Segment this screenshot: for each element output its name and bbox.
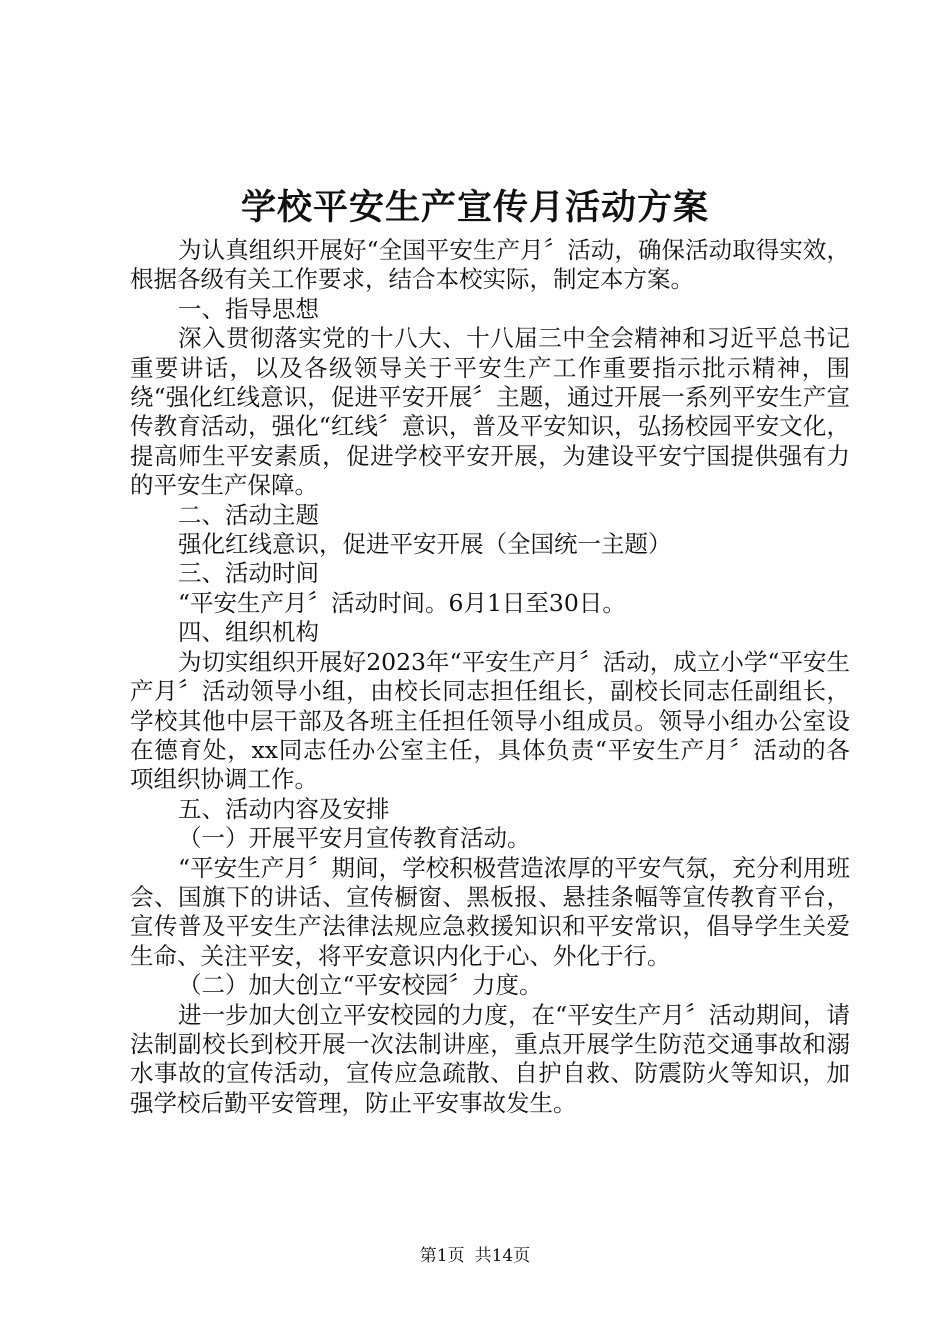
document-body <box>130 236 850 1118</box>
section-heading-content-arrangement: 五、活动内容及安排 <box>178 794 390 823</box>
section-heading-activity-theme: 二、活动主题 <box>178 500 319 529</box>
section-heading-organization: 四、组织机构 <box>178 618 319 647</box>
page-total: 共14页 <box>474 1246 531 1266</box>
activity-theme-paragraph: 强化红线意识，促进平安开展（全国统一主题） <box>178 530 672 559</box>
page-number: 第1页 <box>419 1246 465 1266</box>
document-title: 学校平安生产宣传月活动方案 <box>240 187 709 228</box>
section-heading-guiding-ideology: 一、指导思想 <box>178 294 319 323</box>
organization-paragraph: 为切实组织开展好2023年“平安生产月〞活动，成立小学“平安生产月〞活动领导小组，由校长同志担任组长，副校长同志任副组长，学校其他中层干部及各班主任担任领导小组成员。领导小组办公室设在德育处，xx同志任办公室主任，具体负责“平安生产月〞活动的各项组织协调工作。 <box>130 647 850 794</box>
page-footer <box>0 1244 950 1268</box>
subsection-heading-publicity: （一）开展平安月宣传教育活动。 <box>178 824 531 853</box>
safe-campus-paragraph: 进一步加大创立平安校园的力度，在“平安生产月〞活动期间，请法制副校长到校开展一次法制讲座，重点开展学生防范交通事故和溺水事故的宣传活动，宣传应急疏散、自护自救、防震防火等知识，加强学校后勤平安管理，防止平安事故发生。 <box>130 1000 850 1117</box>
guiding-ideology-paragraph: 深入贯彻落实党的十八大、十八届三中全会精神和习近平总书记重要讲话，以及各级领导关于平安生产工作重要指示批示精神，围绕“强化红线意识，促进平安开展〞主题，通过开展一系列平安生产宣传教育活动，强化“红线〞意识，普及平安知识，弘扬校园平安文化，提高师生平安素质，促进学校平安开展，为建设平安宁国提供强有力的平安生产保障。 <box>130 324 850 500</box>
publicity-paragraph: “平安生产月〞期间，学校积极营造浓厚的平安气氛，充分利用班会、国旗下的讲话、宣传橱窗、黑板报、悬挂条幅等宣传教育平台，宣传普及平安生产法律法规应急救援知识和平安常识，倡导学生关爱生命、关注平安，将平安意识内化于心、外化于行。 <box>130 853 850 970</box>
intro-paragraph: 为认真组织开展好“全国平安生产月〞活动，确保活动取得实效，根据各级有关工作要求，结合本校实际，制定本方案。 <box>130 236 850 294</box>
section-heading-activity-time: 三、活动时间 <box>178 559 319 588</box>
subsection-heading-safe-campus: （二）加大创立“平安校园〞力度。 <box>178 971 543 1000</box>
activity-time-paragraph: “平安生产月〞活动时间。6月1日至30日。 <box>178 588 626 617</box>
